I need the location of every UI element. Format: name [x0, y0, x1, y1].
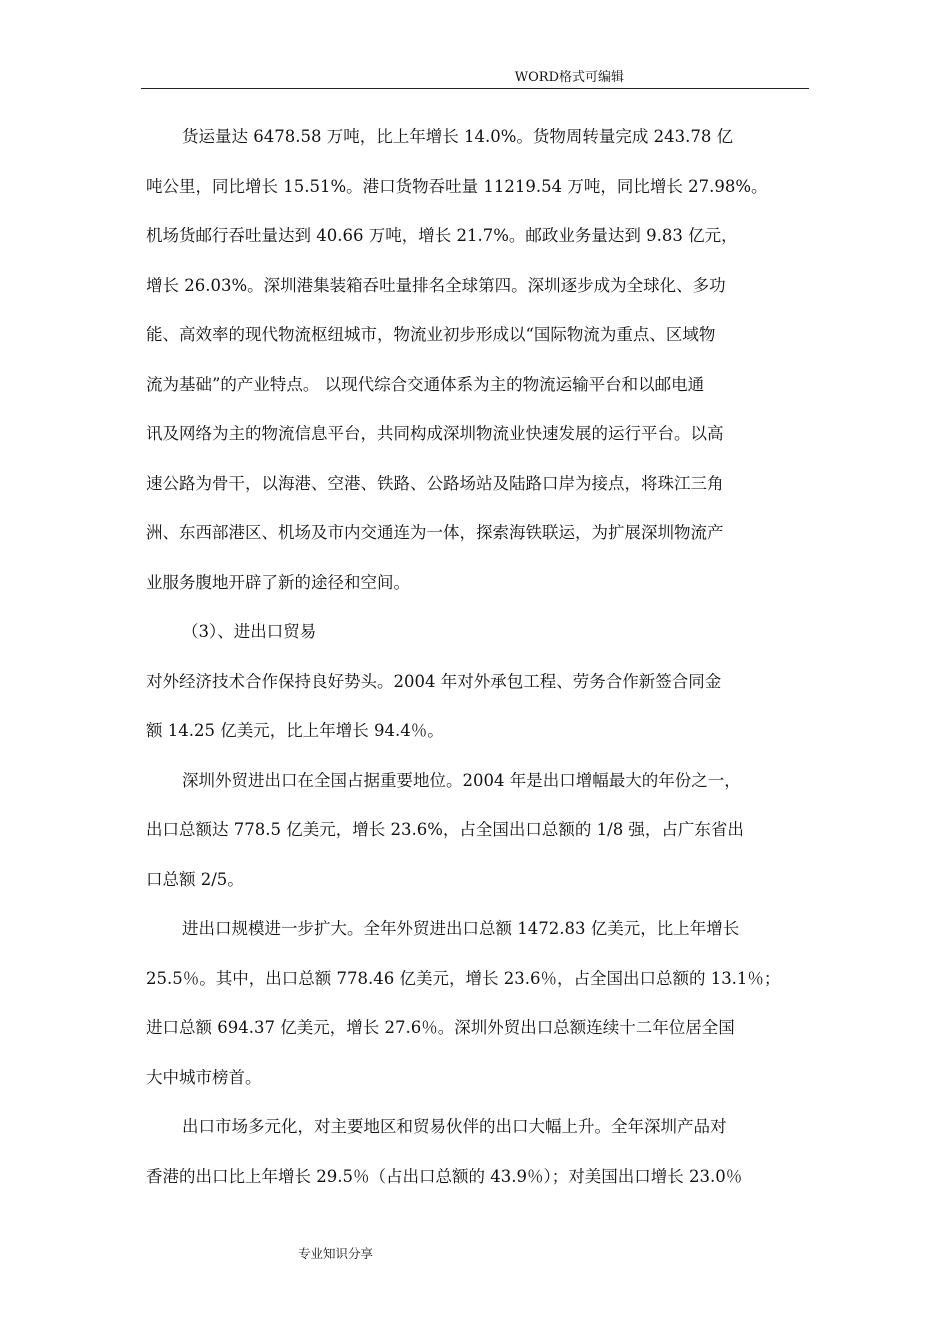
text-line: 深圳外贸进出口在全国占据重要地位。2004 年是出口增幅最大的年份之一， — [182, 770, 741, 790]
text-line: 额 14.25 亿美元，比上年增长 94.4％。 — [146, 721, 444, 740]
text-line: 吨公里，同比增长 15.51%。港口货物吞吐量 11219.54 万吨，同比增长 27.98%。 — [146, 176, 768, 196]
text-line: 能、高效率的现代物流枢纽城市，物流业初步形成以“国际物流为重点、区域物 — [146, 325, 716, 344]
text-line: 进口总额 694.37 亿美元，增长 27.6％。深圳外贸出口总额连续十二年位居全国 — [146, 1018, 735, 1037]
text-line: 出口总额达 778.5 亿美元，增长 23.6%，占全国出口总额的 1/8 强，占广东省出 — [146, 820, 744, 839]
text-line: 大中城市榜首。 — [146, 1067, 262, 1087]
text-line: 货运量达 6478.58 万吨，比上年增长 14.0%。货物周转量完成 243.78 亿 — [182, 127, 734, 146]
text-line: 进出口规模进一步扩大。全年外贸进出口总额 1472.83 亿美元，比上年增长 — [182, 919, 740, 938]
text-line: 讯及网络为主的物流信息平台，共同构成深圳物流业快速发展的运行平台。以高 — [146, 424, 724, 443]
text-line: 业服务腹地开辟了新的途径和空间。 — [146, 572, 410, 592]
text-line: 增长 26.03%。深圳港集装箱吞吐量排名全球第四。深圳逐步成为全球化、多功 — [146, 275, 726, 295]
page-header — [141, 68, 809, 89]
text-line: 对外经济技术合作保持良好势头。2004 年对外承包工程、劳务合作新签合同金 — [146, 671, 722, 691]
page-footer: 专业知识分享 — [298, 1246, 374, 1261]
header-text: WORD格式可编辑 — [514, 70, 624, 85]
text-line: 口总额 2/5。 — [146, 869, 244, 889]
text-line: 洲、东西部港区、机场及市内交通连为一体，探索海铁联运，为扩展深圳物流产 — [146, 523, 724, 542]
text-line: 25.5％。其中，出口总额 778.46 亿美元，增长 23.6％，占全国出口总额的 13.1％； — [146, 968, 781, 988]
text-line: 香港的出口比上年增长 29.5％（占出口总额的 43.9％）；对美国出口增长 23.0％ — [146, 1166, 743, 1186]
text-line: 速公路为骨干，以海港、空港、铁路、公路场站及陆路口岸为接点，将珠江三角 — [146, 473, 724, 493]
section-heading: （3）、进出口贸易 — [182, 622, 317, 641]
document-body — [146, 112, 810, 1201]
text-line: 机场货邮行吞吐量达到 40.66 万吨，增长 21.7%。邮政业务量达到 9.83 亿元， — [146, 226, 738, 245]
text-line: 流为基础”的产业特点。 以现代综合交通体系为主的物流运输平台和以邮电通 — [146, 374, 705, 394]
text-line: 出口市场多元化，对主要地区和贸易伙伴的出口大幅上升。全年深圳产品对 — [182, 1117, 727, 1136]
